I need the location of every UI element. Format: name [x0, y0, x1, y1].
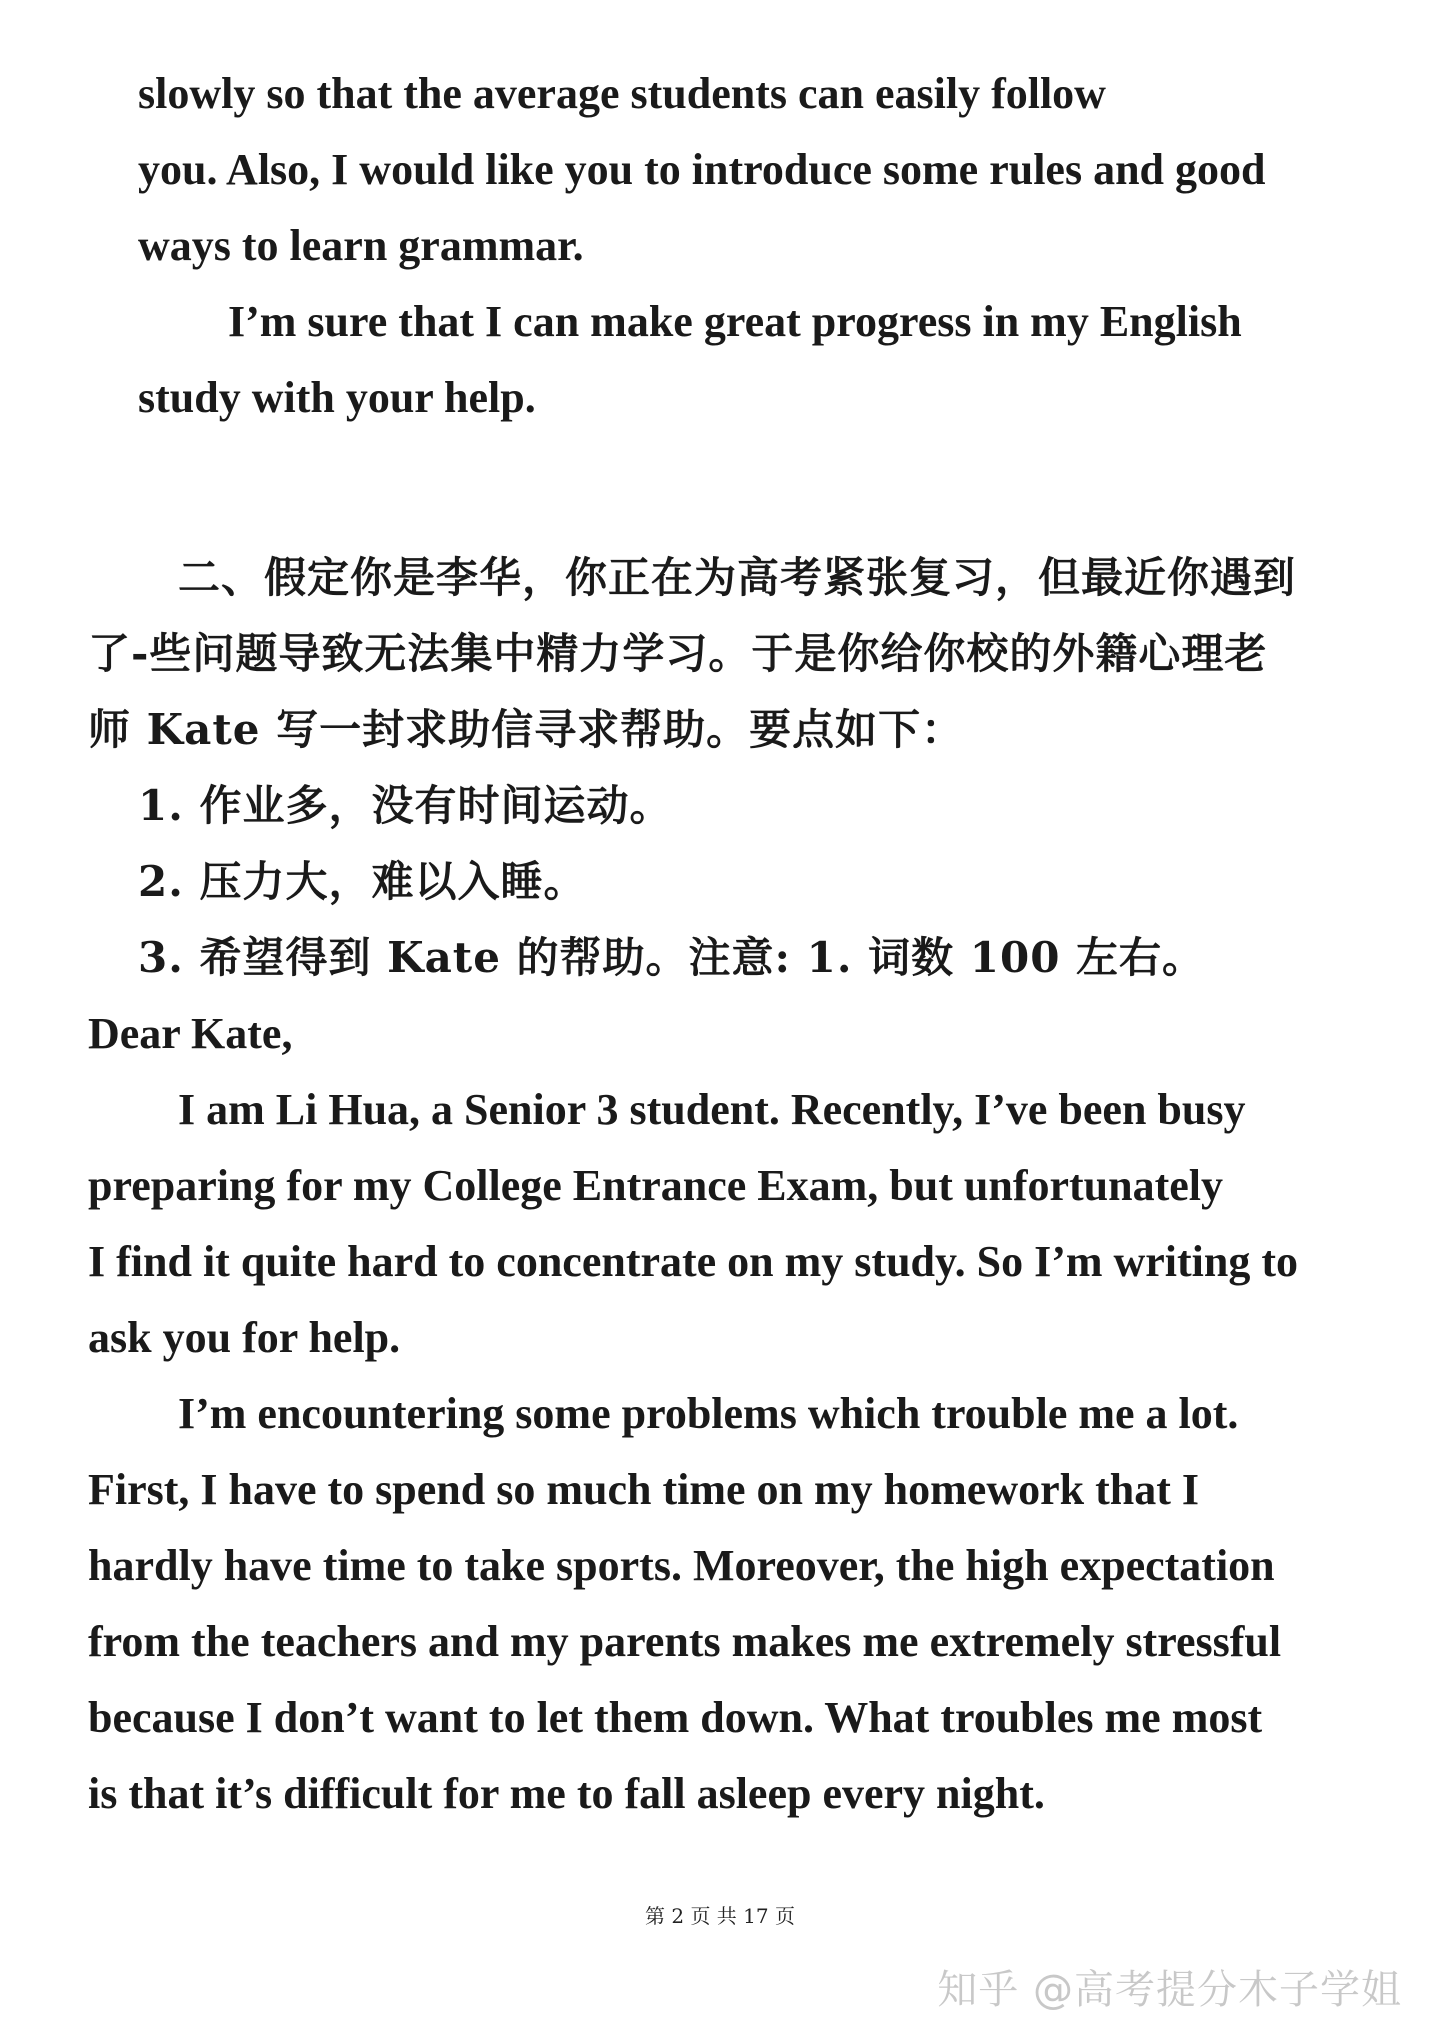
- letter-line: ask you for help.: [88, 1313, 401, 1362]
- letter-line: I’m encountering some problems which trouble me a lot.: [178, 1389, 1239, 1438]
- paragraph-line: you. Also, I would like you to introduce some rules and good: [138, 145, 1266, 194]
- letter-line: because I don’t want to let them down. What troubles me most: [88, 1693, 1263, 1742]
- paragraph-line: study with your help.: [138, 373, 536, 422]
- letter-line: I am Li Hua, a Senior 3 student. Recently, I’ve been busy: [178, 1085, 1246, 1134]
- letter-salutation: Dear Kate,: [88, 1009, 293, 1058]
- task-prompt-line: 二、假定你是李华，你正在为高考紧张复习，但最近你遇到: [178, 553, 1297, 602]
- letter-line: is that it’s difficult for me to fall asleep every night.: [88, 1769, 1045, 1818]
- paragraph-line: I’m sure that I can make great progress in my English: [228, 297, 1242, 346]
- letter-line: First, I have to spend so much time on my homework that I: [88, 1465, 1199, 1514]
- paragraph-line: ways to learn grammar.: [138, 221, 584, 270]
- task-point-line: 1. 作业多，没有时间运动。: [138, 781, 673, 830]
- task-prompt-line: 了-些问题导致无法集中精力学习。于是你给你校的外籍心理老: [88, 629, 1268, 678]
- letter-line: hardly have time to take sports. Moreover, the high expectation: [88, 1541, 1275, 1590]
- letter-line: preparing for my College Entrance Exam, but unfortunately: [88, 1161, 1223, 1210]
- task-prompt-line: 师 Kate 写一封求助信寻求帮助。要点如下：: [88, 705, 965, 754]
- page-number-footer: 第 2 页 共 17 页: [645, 1904, 795, 1928]
- task-point-line: 3. 希望得到 Kate 的帮助。注意: 1. 词数 100 左右。: [138, 933, 1206, 982]
- task-point-line: 2. 压力大，难以入睡。: [138, 857, 587, 906]
- letter-line: from the teachers and my parents makes me extremely stressful: [88, 1617, 1282, 1666]
- paragraph-line: slowly so that the average students can easily follow: [138, 69, 1106, 118]
- letter-line: I find it quite hard to concentrate on my study. So I’m writing to: [88, 1237, 1299, 1286]
- watermark: 知乎 @高考提分木子学姐: [937, 1967, 1402, 2013]
